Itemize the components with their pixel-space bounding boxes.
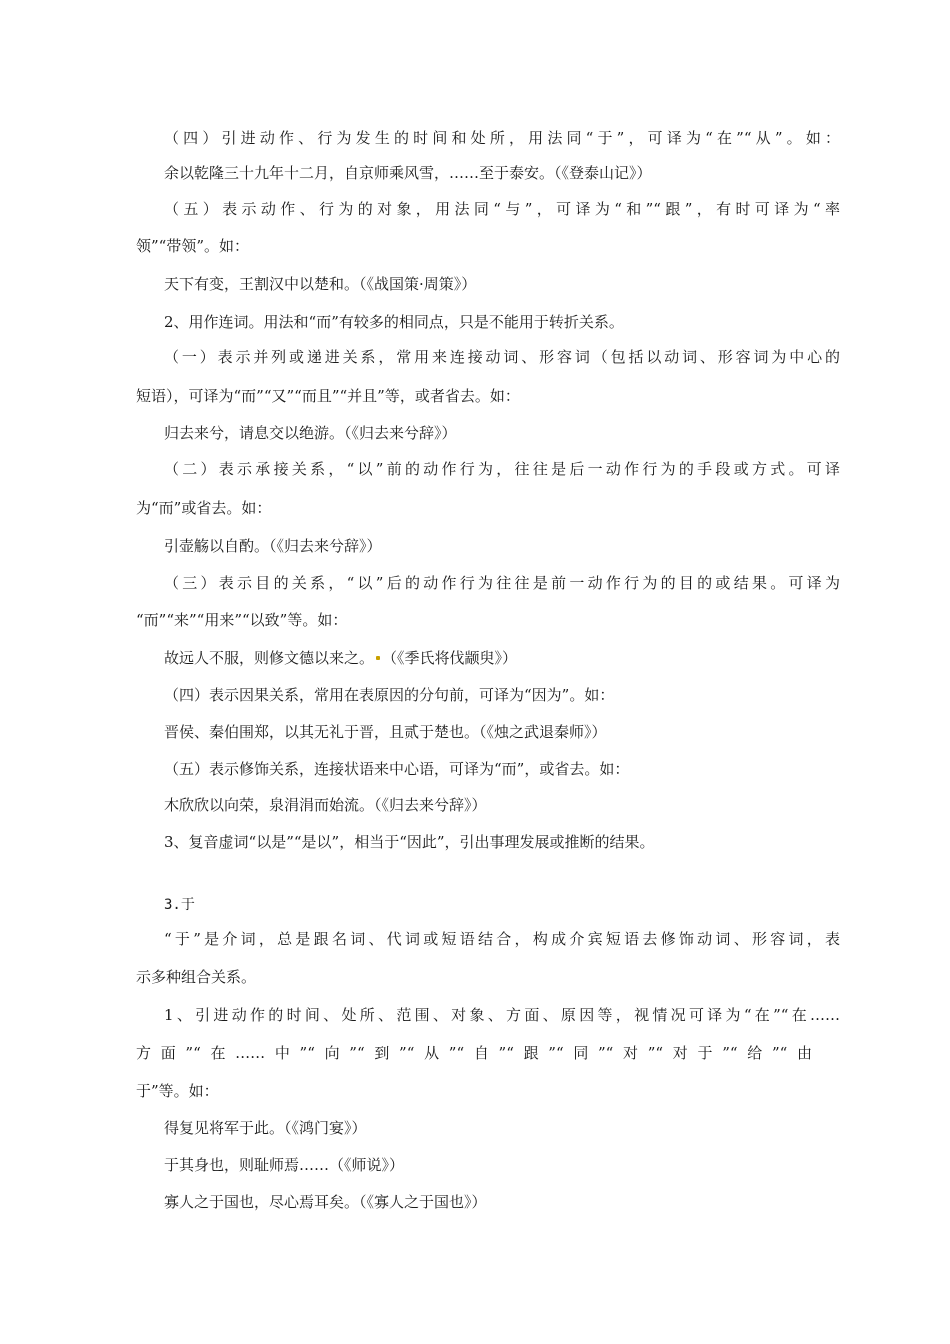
- example-line: 于其身也，则耻师焉……（《师说》）: [164, 1156, 405, 1174]
- paragraph-line: 1、引进动作的时间、处所、范围、对象、方面、原因等，视情况可译为“在”“在……: [164, 1006, 840, 1024]
- example-line: 得复见将军于此。（《鸿门宴》）: [164, 1119, 367, 1137]
- paragraph-line: 短语），可译为“而”“又”“而且”“并且”等，或者省去。如：: [136, 387, 520, 405]
- example-line: [164, 648, 517, 668]
- example-line: 寡人之于国也，尽心焉耳矣。（《寡人之于国也》）: [164, 1193, 487, 1211]
- paragraph-line: “于”是介词，总是跟名词、代词或短语结合，构成介宾短语去修饰动词、形容词，表: [164, 930, 840, 948]
- paragraph-line: （五）表示修饰关系，连接状语来中心语，可译为“而”，或省去。如：: [164, 760, 630, 778]
- paragraph-line: 为“而”或省去。如：: [136, 499, 272, 517]
- example-text: 故远人不服，则修文德以来之。: [164, 649, 375, 667]
- paragraph-line: 示多种组合关系。: [136, 968, 257, 986]
- example-line: 木欣欣以向荣，泉涓涓而始流。（《归去来兮辞》）: [164, 796, 487, 814]
- section-heading: 3、复音虚词“以是”“是以”，相当于“因此”，引出事理发展或推断的结果。: [164, 833, 655, 851]
- paragraph-line: （二）表示承接关系，“以”前的动作行为，往往是后一动作行为的手段或方式。可译: [164, 460, 840, 478]
- section-heading: 2、用作连词。用法和“而”有较多的相同点，只是不能用于转折关系。: [164, 313, 624, 331]
- paragraph-line: （五）表示动作、行为的对象，用法同“与”，可译为“和”“跟”，有时可译为“率: [164, 200, 840, 218]
- example-source: （《季氏将伐颛臾》）: [382, 649, 518, 667]
- paragraph-line: 方面”“在……中”“向”“到”“从”“自”“跟”“同”“对”“对于”“给”“由: [136, 1044, 812, 1062]
- example-line: 晋侯、秦伯围郑，以其无礼于晋，且贰于楚也。（《烛之武退秦师》）: [164, 723, 607, 741]
- example-line: 天下有变，王割汉中以楚和。（《战国策·周策》）: [164, 275, 477, 293]
- paragraph-line: “而”“来”“用来”“以致”等。如：: [136, 611, 348, 629]
- paragraph-line: （三）表示目的关系，“以”后的动作行为往往是前一动作行为的目的或结果。可译为: [164, 574, 840, 592]
- example-line: 余以乾隆三十九年十二月，自京师乘风雪，……至于泰安。（《登泰山记》）: [164, 164, 652, 182]
- example-line: 引壶觞以自酌。（《归去来兮辞》）: [164, 537, 382, 555]
- paragraph-line: 于”等。如：: [136, 1082, 219, 1100]
- paragraph-line: 领”“带领”。如：: [136, 237, 250, 255]
- paragraph-line: （四）表示因果关系，常用在表原因的分句前，可译为“因为”。如：: [164, 686, 615, 704]
- paragraph-line: （一）表示并列或递进关系，常用来连接动词、形容词（包括以动词、形容词为中心的: [164, 348, 840, 366]
- chapter-heading: 3.于: [164, 897, 195, 913]
- paragraph-line: （四）引进动作、行为发生的时间和处所，用法同“于”，可译为“在”“从”。如：: [164, 129, 840, 147]
- highlight-mark: [376, 656, 380, 660]
- example-line: 归去来兮，请息交以绝游。（《归去来兮辞》）: [164, 424, 457, 442]
